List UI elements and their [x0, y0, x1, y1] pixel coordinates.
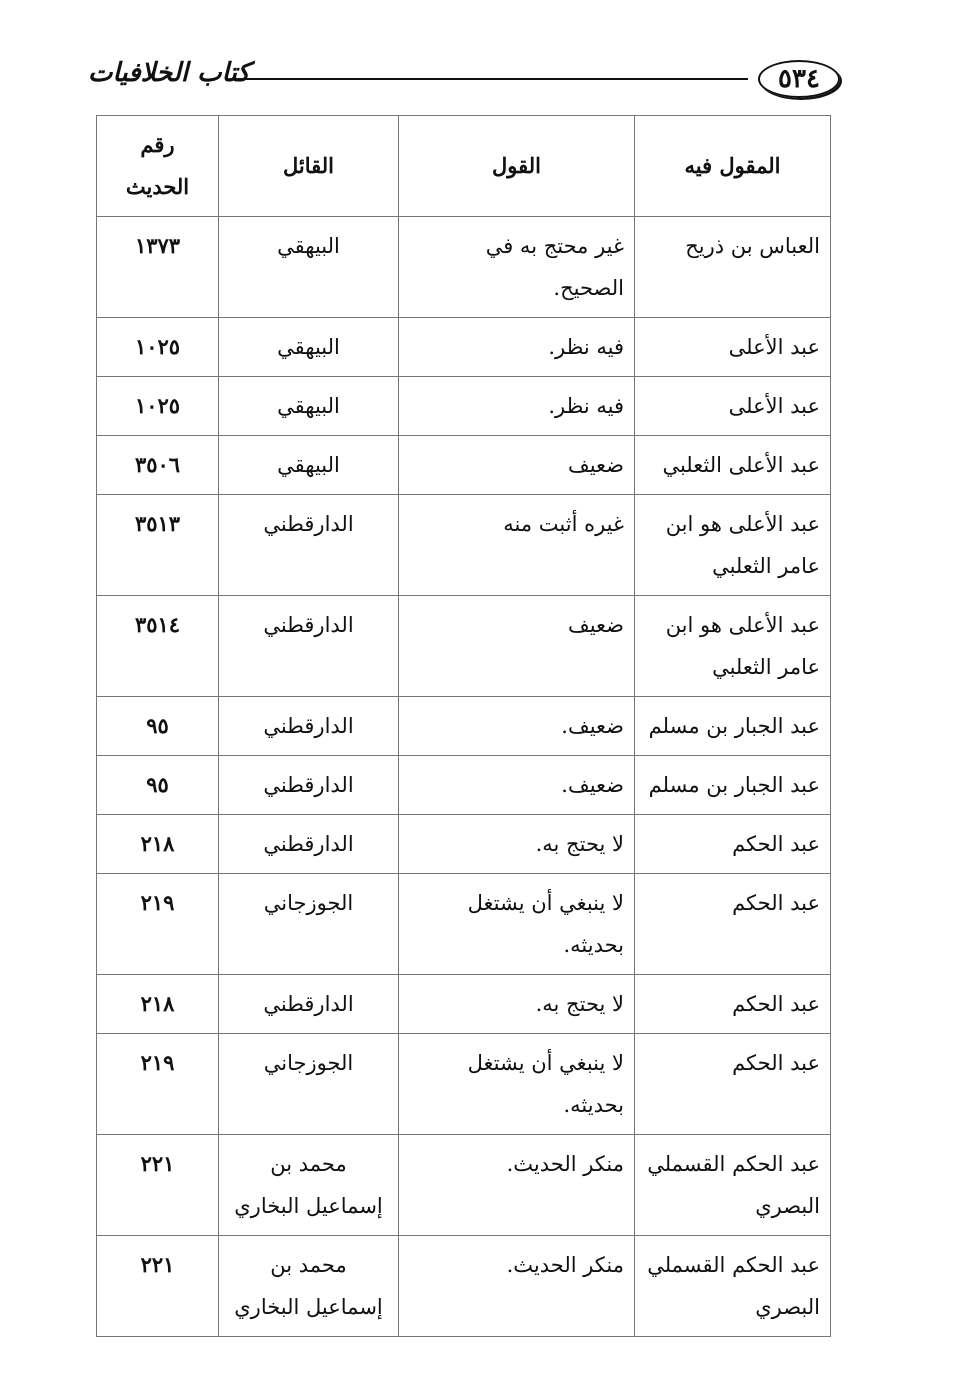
- cell-subject: عبد الأعلى هو ابن عامر الثعلبي: [635, 596, 831, 697]
- cell-subject: عبد الأعلى هو ابن عامر الثعلبي: [635, 495, 831, 596]
- cell-hadith-number: ٢١٩: [97, 1034, 219, 1135]
- table-row: [97, 697, 831, 756]
- cell-sayer: البيهقي: [219, 318, 399, 377]
- table-row: [97, 377, 831, 436]
- cell-hadith-number: ٢٢١: [97, 1135, 219, 1236]
- table-row: [97, 318, 831, 377]
- cell-hadith-number: ٢٢١: [97, 1236, 219, 1337]
- table-row: [97, 1236, 831, 1337]
- cell-sayer: الدارقطني: [219, 815, 399, 874]
- cell-sayer: الجوزجاني: [219, 1034, 399, 1135]
- cell-sayer: الدارقطني: [219, 975, 399, 1034]
- narrators-table-container: [96, 115, 830, 1337]
- cell-subject: عبد الحكم: [635, 1034, 831, 1135]
- cell-subject: عبد الجبار بن مسلم: [635, 756, 831, 815]
- cell-subject: عبد الحكم القسملي البصري: [635, 1135, 831, 1236]
- book-title: كتاب الخلافيات: [88, 58, 250, 88]
- header-quote: القول: [399, 116, 635, 217]
- cell-hadith-number: ١٠٢٥: [97, 377, 219, 436]
- cell-quote: غيره أثبت منه: [399, 495, 635, 596]
- table-row: [97, 815, 831, 874]
- table-row: [97, 1034, 831, 1135]
- header-sayer: القائل: [219, 116, 399, 217]
- table-row: [97, 217, 831, 318]
- cell-sayer: محمد بن إسماعيل البخاري: [219, 1135, 399, 1236]
- cell-sayer: محمد بن إسماعيل البخاري: [219, 1236, 399, 1337]
- cell-subject: عبد الجبار بن مسلم: [635, 697, 831, 756]
- cell-subject: عبد الحكم: [635, 975, 831, 1034]
- cell-quote: لا ينبغي أن يشتغل بحديثه.: [399, 1034, 635, 1135]
- cell-quote: غير محتج به في الصحيح.: [399, 217, 635, 318]
- cell-hadith-number: ٣٥١٣: [97, 495, 219, 596]
- cell-hadith-number: ١٣٧٣: [97, 217, 219, 318]
- cell-quote: لا يحتج به.: [399, 975, 635, 1034]
- table-row: [97, 495, 831, 596]
- cell-subject: عبد الأعلى الثعلبي: [635, 436, 831, 495]
- narrators-table: [96, 115, 831, 1337]
- header-subject: المقول فيه: [635, 116, 831, 217]
- cell-quote: ضعيف.: [399, 697, 635, 756]
- cell-quote: ضعيف: [399, 436, 635, 495]
- header-hadith-number: رقم الحديث: [97, 116, 219, 217]
- cell-hadith-number: ٣٥١٤: [97, 596, 219, 697]
- cell-quote: لا ينبغي أن يشتغل بحديثه.: [399, 874, 635, 975]
- cell-quote: لا يحتج به.: [399, 815, 635, 874]
- table-row: [97, 596, 831, 697]
- header-rule: [238, 78, 748, 80]
- cell-sayer: الدارقطني: [219, 495, 399, 596]
- cell-quote: ضعيف: [399, 596, 635, 697]
- table-row: [97, 436, 831, 495]
- cell-hadith-number: ٩٥: [97, 697, 219, 756]
- cell-hadith-number: ٣٥٠٦: [97, 436, 219, 495]
- cell-hadith-number: ٩٥: [97, 756, 219, 815]
- table-row: [97, 756, 831, 815]
- cell-hadith-number: ١٠٢٥: [97, 318, 219, 377]
- cell-hadith-number: ٢١٨: [97, 815, 219, 874]
- table-row: [97, 975, 831, 1034]
- cell-subject: عبد الأعلى: [635, 377, 831, 436]
- cell-subject: عبد الأعلى: [635, 318, 831, 377]
- page-header: [88, 58, 840, 108]
- cell-subject: عبد الحكم: [635, 815, 831, 874]
- table-row: [97, 874, 831, 975]
- cell-sayer: البيهقي: [219, 217, 399, 318]
- cell-sayer: الدارقطني: [219, 697, 399, 756]
- cell-quote: منكر الحديث.: [399, 1236, 635, 1337]
- cell-hadith-number: ٢١٩: [97, 874, 219, 975]
- cell-sayer: الدارقطني: [219, 596, 399, 697]
- cell-sayer: البيهقي: [219, 377, 399, 436]
- table-row: [97, 1135, 831, 1236]
- cell-sayer: الدارقطني: [219, 756, 399, 815]
- cell-sayer: الجوزجاني: [219, 874, 399, 975]
- cell-quote: فيه نظر.: [399, 377, 635, 436]
- cell-subject: عبد الحكم: [635, 874, 831, 975]
- cell-hadith-number: ٢١٨: [97, 975, 219, 1034]
- cell-quote: ضعيف.: [399, 756, 635, 815]
- page-number: ٥٣٤: [758, 60, 840, 98]
- cell-subject: عبد الحكم القسملي البصري: [635, 1236, 831, 1337]
- cell-sayer: البيهقي: [219, 436, 399, 495]
- cell-quote: منكر الحديث.: [399, 1135, 635, 1236]
- table-header-row: [97, 116, 831, 217]
- cell-quote: فيه نظر.: [399, 318, 635, 377]
- cell-subject: العباس بن ذريح: [635, 217, 831, 318]
